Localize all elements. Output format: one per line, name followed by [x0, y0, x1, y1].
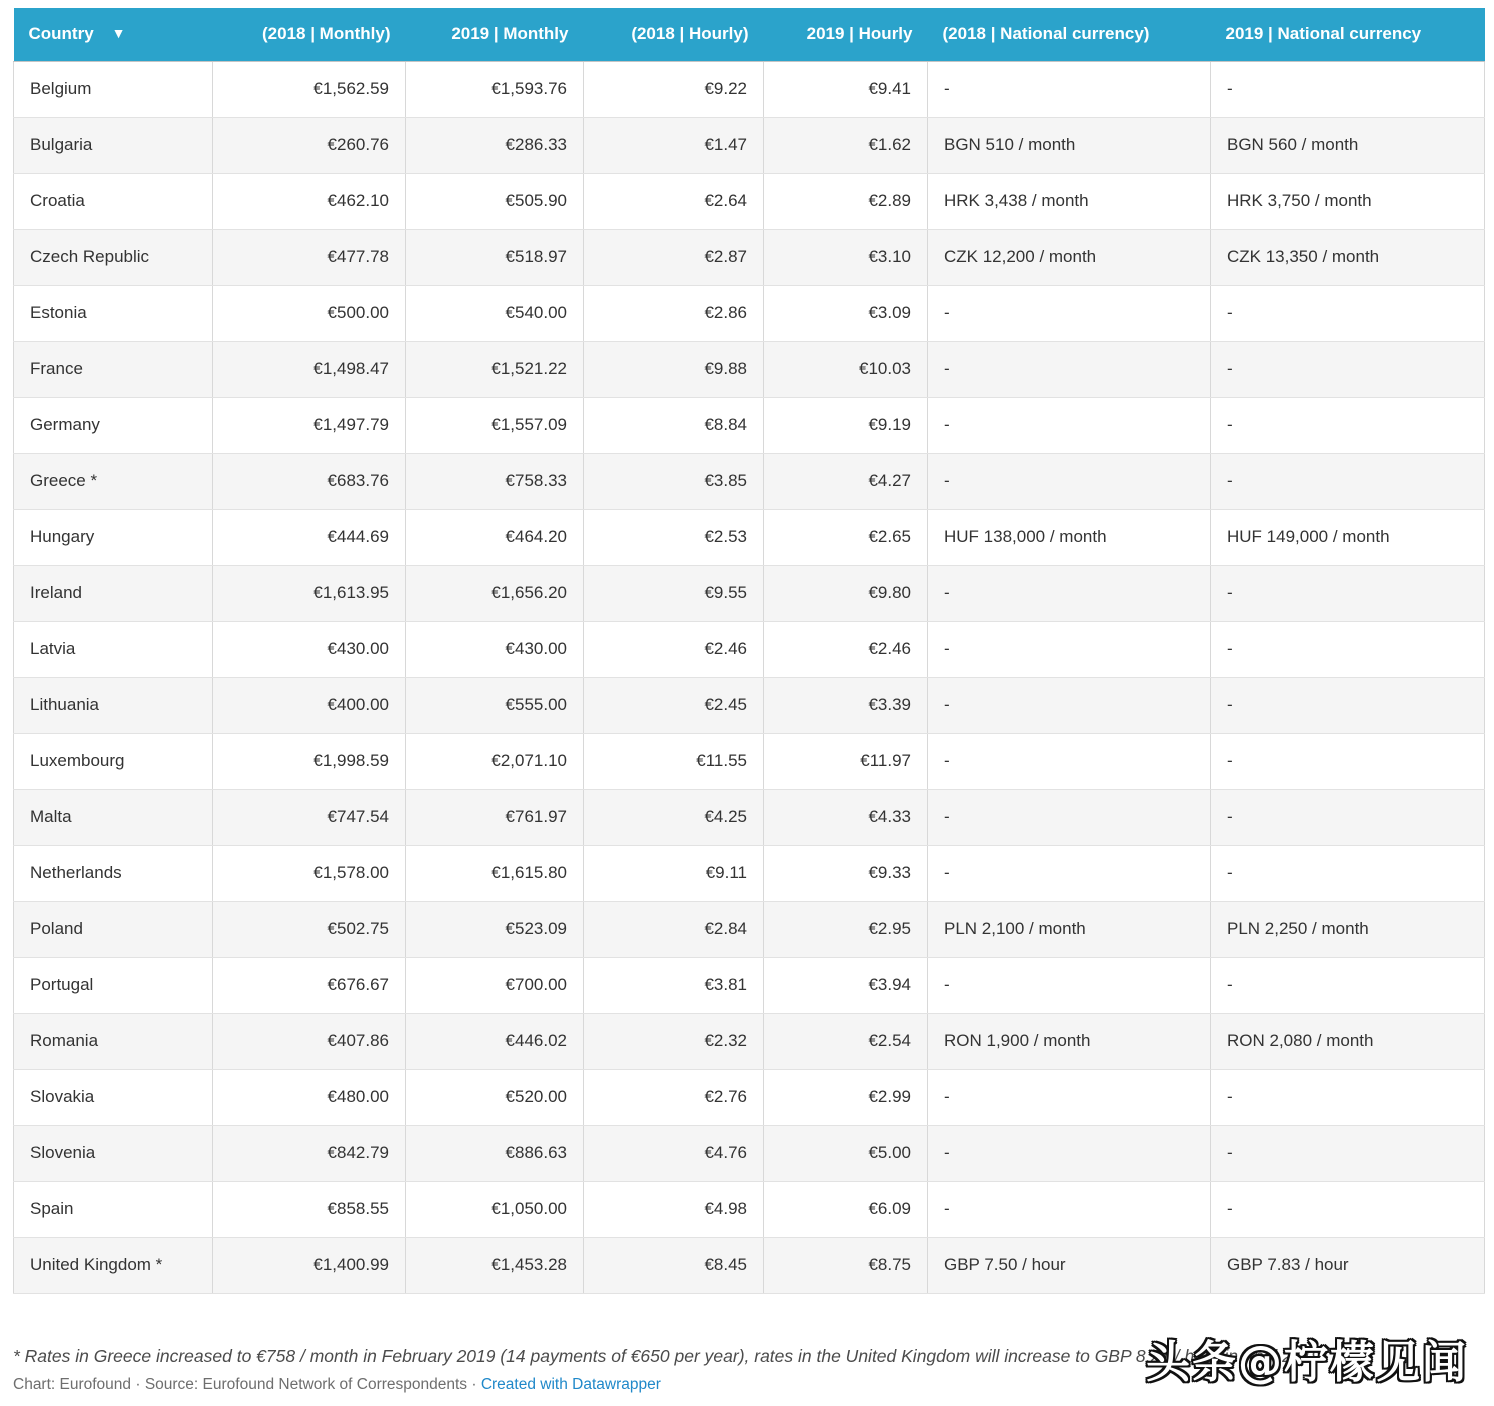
value-cell: €10.03	[764, 341, 928, 397]
country-cell: Spain	[14, 1181, 213, 1237]
value-cell: -	[928, 397, 1211, 453]
value-cell: €2.95	[764, 901, 928, 957]
value-cell: -	[928, 733, 1211, 789]
value-cell: -	[1211, 845, 1485, 901]
header-row	[14, 8, 1485, 61]
value-cell: HRK 3,750 / month	[1211, 173, 1485, 229]
value-cell: €9.80	[764, 565, 928, 621]
value-cell: €1,593.76	[406, 61, 584, 117]
value-cell: €6.09	[764, 1181, 928, 1237]
table-row	[14, 117, 1485, 173]
value-cell: €286.33	[406, 117, 584, 173]
value-cell: €444.69	[213, 509, 406, 565]
value-cell: €3.81	[584, 957, 764, 1013]
value-cell: €1,498.47	[213, 341, 406, 397]
column-header-2018-national-currency[interactable]	[928, 8, 1211, 61]
value-cell: -	[1211, 789, 1485, 845]
value-cell: €477.78	[213, 229, 406, 285]
value-cell: -	[928, 957, 1211, 1013]
watermark: 头条@柠檬见闻	[1146, 1337, 1468, 1388]
value-cell: €462.10	[213, 173, 406, 229]
country-cell: Romania	[14, 1013, 213, 1069]
value-cell: €1,497.79	[213, 397, 406, 453]
value-cell: €4.98	[584, 1181, 764, 1237]
value-cell: €8.45	[584, 1237, 764, 1293]
country-cell: Hungary	[14, 509, 213, 565]
value-cell: €2.46	[764, 621, 928, 677]
column-header-label: Country	[28, 24, 94, 44]
column-header-2018-monthly[interactable]	[213, 8, 406, 61]
value-cell: €2.76	[584, 1069, 764, 1125]
value-cell: GBP 7.50 / hour	[928, 1237, 1211, 1293]
value-cell: €540.00	[406, 285, 584, 341]
value-cell: €2.65	[764, 509, 928, 565]
value-cell: €505.90	[406, 173, 584, 229]
minimum-wage-table-page	[13, 8, 1482, 1394]
value-cell: -	[928, 677, 1211, 733]
value-cell: €1,521.22	[406, 341, 584, 397]
value-cell: €3.94	[764, 957, 928, 1013]
value-cell: €1,656.20	[406, 565, 584, 621]
value-cell: -	[1211, 285, 1485, 341]
credits	[13, 1376, 1482, 1394]
value-cell: €2.32	[584, 1013, 764, 1069]
value-cell: €886.63	[406, 1125, 584, 1181]
value-cell: PLN 2,250 / month	[1211, 901, 1485, 957]
value-cell: €1,050.00	[406, 1181, 584, 1237]
datawrapper-link[interactable]: Created with Datawrapper	[480, 1375, 661, 1393]
value-cell: €523.09	[406, 901, 584, 957]
value-cell: -	[1211, 621, 1485, 677]
value-cell: €518.97	[406, 229, 584, 285]
value-cell: €676.67	[213, 957, 406, 1013]
value-cell: -	[928, 1125, 1211, 1181]
value-cell: -	[928, 61, 1211, 117]
value-cell: €2.87	[584, 229, 764, 285]
country-cell: Poland	[14, 901, 213, 957]
value-cell: €2.46	[584, 621, 764, 677]
value-cell: €9.88	[584, 341, 764, 397]
value-cell: -	[928, 789, 1211, 845]
value-cell: €3.85	[584, 453, 764, 509]
value-cell: -	[1211, 565, 1485, 621]
value-cell: -	[928, 453, 1211, 509]
value-cell: €2.99	[764, 1069, 928, 1125]
value-cell: €1.47	[584, 117, 764, 173]
value-cell: €11.97	[764, 733, 928, 789]
value-cell: €400.00	[213, 677, 406, 733]
table-row	[14, 1181, 1485, 1237]
table-row	[14, 509, 1485, 565]
value-cell: €11.55	[584, 733, 764, 789]
value-cell: €761.97	[406, 789, 584, 845]
value-cell: €3.10	[764, 229, 928, 285]
value-cell: PLN 2,100 / month	[928, 901, 1211, 957]
value-cell: €464.20	[406, 509, 584, 565]
country-cell: Portugal	[14, 957, 213, 1013]
table-row	[14, 901, 1485, 957]
table-body	[14, 61, 1485, 1293]
value-cell: €2.64	[584, 173, 764, 229]
value-cell: -	[1211, 61, 1485, 117]
value-cell: €858.55	[213, 1181, 406, 1237]
country-cell: Slovakia	[14, 1069, 213, 1125]
value-cell: €555.00	[406, 677, 584, 733]
value-cell: €4.27	[764, 453, 928, 509]
value-cell: -	[1211, 733, 1485, 789]
value-cell: €2.86	[584, 285, 764, 341]
value-cell: BGN 560 / month	[1211, 117, 1485, 173]
value-cell: €2.53	[584, 509, 764, 565]
country-cell: Netherlands	[14, 845, 213, 901]
value-cell: RON 1,900 / month	[928, 1013, 1211, 1069]
column-header-label: 2019 | National currency	[1225, 24, 1422, 44]
table-row	[14, 453, 1485, 509]
table-row	[14, 229, 1485, 285]
value-cell: €3.39	[764, 677, 928, 733]
value-cell: €520.00	[406, 1069, 584, 1125]
value-cell: €260.76	[213, 117, 406, 173]
value-cell: €1,557.09	[406, 397, 584, 453]
credits-text: Chart: Eurofound · Source: Eurofound Network of Correspondents ·	[13, 1375, 481, 1393]
value-cell: €1,613.95	[213, 565, 406, 621]
value-cell: €9.19	[764, 397, 928, 453]
column-header-2019-monthly[interactable]	[406, 8, 584, 61]
country-cell: Czech Republic	[14, 229, 213, 285]
column-header-2018-hourly[interactable]	[584, 8, 764, 61]
value-cell: €842.79	[213, 1125, 406, 1181]
sort-descending-icon[interactable]: ▼	[111, 25, 126, 42]
value-cell: -	[1211, 1069, 1485, 1125]
column-header-2019-national-currency[interactable]	[1211, 8, 1485, 61]
value-cell: GBP 7.83 / hour	[1211, 1237, 1485, 1293]
value-cell: €3.09	[764, 285, 928, 341]
minimum-wage-table	[13, 8, 1485, 1294]
value-cell: €1.62	[764, 117, 928, 173]
table-row	[14, 957, 1485, 1013]
table-row	[14, 173, 1485, 229]
footnote: * Rates in Greece increased to €758 / month in February 2019 (14 payments of €650 per year), rates in the United Kingdom will increase to GBP 8.21 / hour in April 2019	[13, 1345, 1322, 1366]
value-cell: HRK 3,438 / month	[928, 173, 1211, 229]
value-cell: €758.33	[406, 453, 584, 509]
value-cell: €480.00	[213, 1069, 406, 1125]
country-cell: France	[14, 341, 213, 397]
value-cell: €446.02	[406, 1013, 584, 1069]
table-row	[14, 397, 1485, 453]
value-cell: -	[1211, 957, 1485, 1013]
table-row	[14, 1125, 1485, 1181]
value-cell: €1,562.59	[213, 61, 406, 117]
value-cell: €430.00	[406, 621, 584, 677]
table-row	[14, 733, 1485, 789]
country-cell: Ireland	[14, 565, 213, 621]
value-cell: -	[928, 285, 1211, 341]
column-header-label: 2019 | Monthly	[451, 24, 569, 44]
country-cell: Croatia	[14, 173, 213, 229]
table-row	[14, 845, 1485, 901]
value-cell: €700.00	[406, 957, 584, 1013]
country-cell: Belgium	[14, 61, 213, 117]
value-cell: €9.41	[764, 61, 928, 117]
value-cell: €9.11	[584, 845, 764, 901]
value-cell: €407.86	[213, 1013, 406, 1069]
table-row	[14, 341, 1485, 397]
table-row	[14, 1013, 1485, 1069]
table-row	[14, 1069, 1485, 1125]
country-cell: United Kingdom *	[14, 1237, 213, 1293]
value-cell: €4.76	[584, 1125, 764, 1181]
value-cell: €430.00	[213, 621, 406, 677]
country-cell: Estonia	[14, 285, 213, 341]
table-row	[14, 285, 1485, 341]
value-cell: €1,578.00	[213, 845, 406, 901]
table-row	[14, 789, 1485, 845]
value-cell: CZK 13,350 / month	[1211, 229, 1485, 285]
value-cell: €500.00	[213, 285, 406, 341]
column-header-2019-hourly[interactable]	[764, 8, 928, 61]
table-row	[14, 565, 1485, 621]
value-cell: HUF 149,000 / month	[1211, 509, 1485, 565]
value-cell: -	[928, 845, 1211, 901]
value-cell: €1,453.28	[406, 1237, 584, 1293]
country-cell: Malta	[14, 789, 213, 845]
column-header-country[interactable]	[14, 8, 213, 61]
value-cell: -	[928, 341, 1211, 397]
value-cell: €9.33	[764, 845, 928, 901]
country-cell: Luxembourg	[14, 733, 213, 789]
value-cell: -	[1211, 1181, 1485, 1237]
value-cell: €5.00	[764, 1125, 928, 1181]
value-cell: €747.54	[213, 789, 406, 845]
value-cell: €4.33	[764, 789, 928, 845]
value-cell: €2.54	[764, 1013, 928, 1069]
value-cell: -	[1211, 453, 1485, 509]
value-cell: HUF 138,000 / month	[928, 509, 1211, 565]
table-row	[14, 1237, 1485, 1293]
table-header	[14, 8, 1485, 61]
value-cell: -	[928, 621, 1211, 677]
value-cell: BGN 510 / month	[928, 117, 1211, 173]
country-cell: Slovenia	[14, 1125, 213, 1181]
value-cell: €1,998.59	[213, 733, 406, 789]
country-cell: Germany	[14, 397, 213, 453]
country-cell: Greece *	[14, 453, 213, 509]
value-cell: -	[928, 1069, 1211, 1125]
table-row	[14, 621, 1485, 677]
value-cell: RON 2,080 / month	[1211, 1013, 1485, 1069]
value-cell: €8.75	[764, 1237, 928, 1293]
value-cell: €2.89	[764, 173, 928, 229]
value-cell: €2.45	[584, 677, 764, 733]
column-header-label: (2018 | Hourly)	[631, 24, 749, 44]
value-cell: -	[1211, 397, 1485, 453]
value-cell: €1,615.80	[406, 845, 584, 901]
country-cell: Bulgaria	[14, 117, 213, 173]
value-cell: €4.25	[584, 789, 764, 845]
value-cell: €8.84	[584, 397, 764, 453]
value-cell: -	[928, 565, 1211, 621]
country-cell: Lithuania	[14, 677, 213, 733]
value-cell: -	[928, 1181, 1211, 1237]
value-cell: CZK 12,200 / month	[928, 229, 1211, 285]
value-cell: -	[1211, 1125, 1485, 1181]
value-cell: €683.76	[213, 453, 406, 509]
value-cell: €9.22	[584, 61, 764, 117]
value-cell: €2.84	[584, 901, 764, 957]
value-cell: €9.55	[584, 565, 764, 621]
value-cell: €2,071.10	[406, 733, 584, 789]
value-cell: €502.75	[213, 901, 406, 957]
country-cell: Latvia	[14, 621, 213, 677]
column-header-label: (2018 | Monthly)	[262, 24, 391, 44]
value-cell: -	[1211, 341, 1485, 397]
value-cell: -	[1211, 677, 1485, 733]
column-header-label: (2018 | National currency)	[942, 24, 1150, 44]
column-header-label: 2019 | Hourly	[806, 24, 913, 44]
table-row	[14, 677, 1485, 733]
table-row	[14, 61, 1485, 117]
value-cell: €1,400.99	[213, 1237, 406, 1293]
